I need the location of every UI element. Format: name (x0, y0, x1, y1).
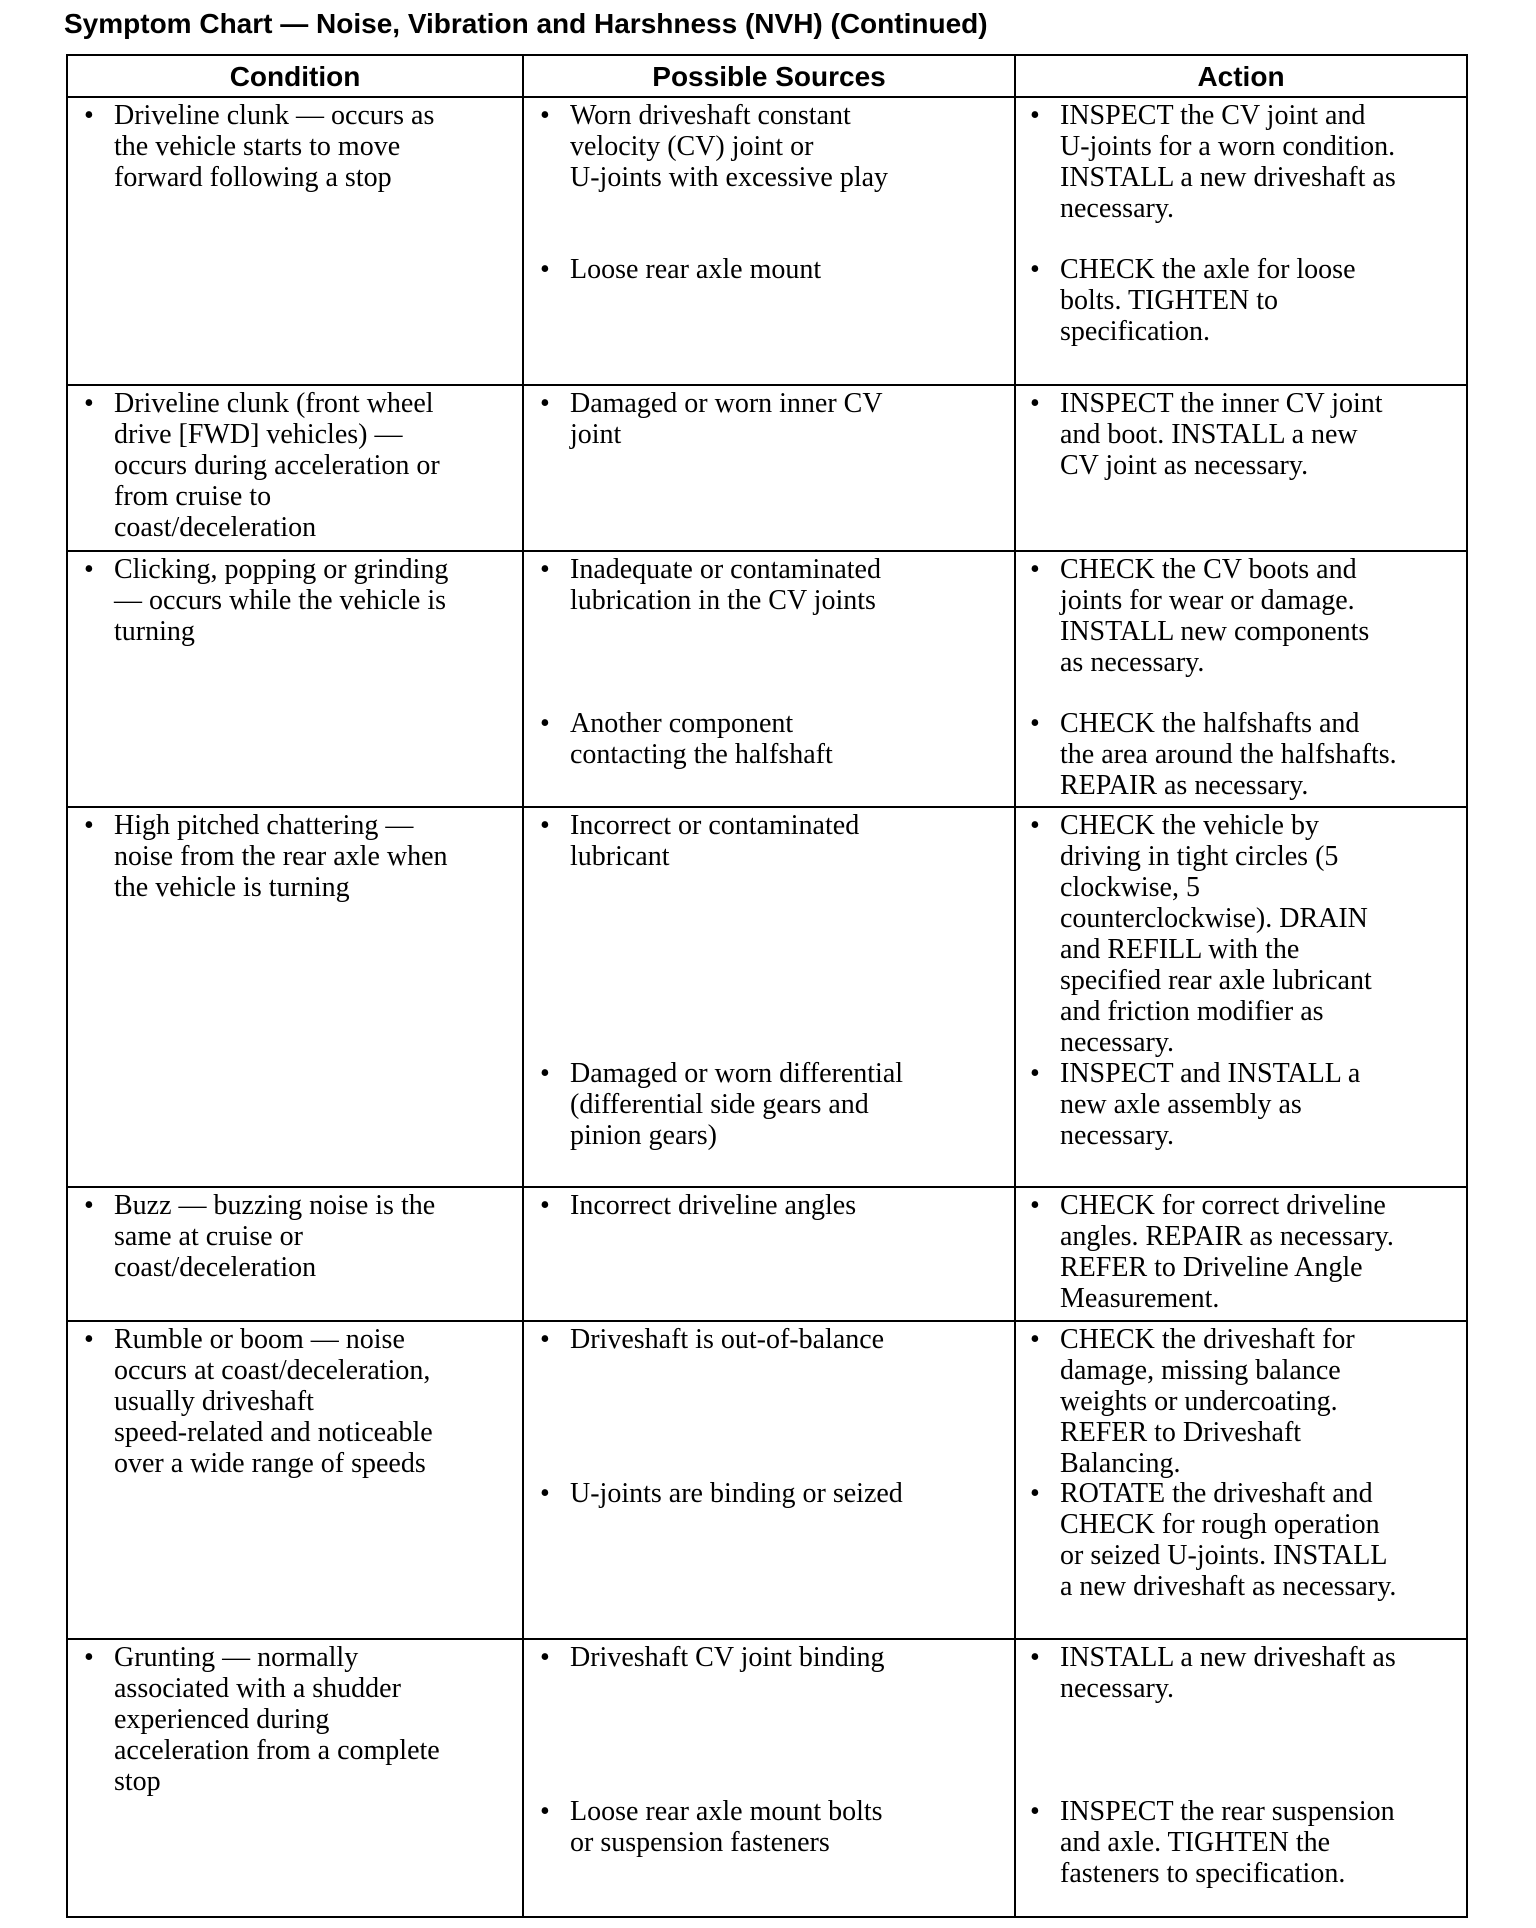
symptom-chart-table (66, 54, 1468, 1918)
bullet-icon: • (540, 1478, 550, 1509)
possible-source-cell-text: Driveshaft CV joint binding (570, 1642, 885, 1673)
bullet-icon: • (1030, 1796, 1040, 1827)
possible-source-cell-text: Incorrect or contaminated lubricant (570, 810, 860, 872)
bullet-icon: • (84, 1642, 94, 1673)
bullet-icon: • (84, 388, 94, 419)
action-cell (1020, 1190, 1466, 1314)
action-cell (1020, 1058, 1466, 1151)
action-cell-text: CHECK the halfshafts and the area around the halfshafts. REPAIR as necessary. (1060, 708, 1397, 801)
action-cell-text: INSTALL a new driveshaft as necessary. (1060, 1642, 1396, 1704)
condition-cell (74, 1642, 518, 1797)
bullet-icon: • (1030, 1642, 1040, 1673)
action-cell-text: CHECK the driveshaft for damage, missing balance weights or undercoating. REFER to Driveshaft Balancing. (1060, 1324, 1355, 1479)
possible-source-cell (530, 810, 1012, 872)
condition-cell-text: Clicking, popping or grinding — occurs while the vehicle is turning (114, 554, 449, 647)
bullet-icon: • (540, 1642, 550, 1673)
possible-source-cell-text: Incorrect driveline angles (570, 1190, 857, 1221)
bullet-icon: • (1030, 810, 1040, 841)
action-cell (1020, 1796, 1466, 1889)
action-cell (1020, 388, 1466, 481)
possible-source-cell-text: Damaged or worn inner CV joint (570, 388, 883, 450)
row-divider (68, 1638, 1466, 1640)
row-divider (68, 1186, 1466, 1188)
bullet-icon: • (84, 554, 94, 585)
row-divider (68, 384, 1466, 386)
action-cell-text: CHECK the CV boots and joints for wear or damage. INSTALL new components as necessary. (1060, 554, 1370, 678)
possible-source-cell-text: Worn driveshaft constant velocity (CV) joint or U-joints with excessive play (570, 100, 889, 193)
bullet-icon: • (540, 1324, 550, 1355)
action-cell (1020, 1478, 1466, 1602)
bullet-icon: • (1030, 1190, 1040, 1221)
bullet-icon: • (1030, 708, 1040, 739)
row-divider (68, 1320, 1466, 1322)
action-cell (1020, 1324, 1466, 1479)
possible-source-cell-text: Another component contacting the halfshaft (570, 708, 833, 770)
condition-cell-text: Driveline clunk (front wheel drive [FWD] vehicles) — occurs during acceleration or from cruise to coast/deceleration (114, 388, 440, 543)
bullet-icon: • (540, 100, 550, 131)
action-cell-text: CHECK the vehicle by driving in tight circles (5 clockwise, 5 counterclockwise). DRAIN and REFILL with the specified rear axle lubricant and friction modifier as necessary. (1060, 810, 1372, 1058)
header-possible-sources: Possible Sources (652, 61, 886, 92)
column-divider (1014, 56, 1016, 1916)
row-divider (68, 550, 1466, 552)
bullet-icon: • (1030, 1324, 1040, 1355)
bullet-icon: • (1030, 100, 1040, 131)
action-cell-text: INSPECT the inner CV joint and boot. INSTALL a new CV joint as necessary. (1060, 388, 1383, 481)
possible-source-cell-text: U-joints are binding or seized (570, 1478, 903, 1509)
condition-cell-text: High pitched chattering — noise from the rear axle when the vehicle is turning (114, 810, 448, 903)
action-cell (1020, 554, 1466, 678)
possible-source-cell (530, 1190, 1012, 1221)
condition-cell (74, 810, 518, 903)
possible-source-cell (530, 1324, 1012, 1355)
condition-cell-text: Buzz — buzzing noise is the same at cruise or coast/deceleration (114, 1190, 436, 1283)
possible-source-cell-text: Driveshaft is out-of-balance (570, 1324, 885, 1355)
condition-cell (74, 554, 518, 647)
bullet-icon: • (540, 554, 550, 585)
condition-cell-text: Driveline clunk — occurs as the vehicle starts to move forward following a stop (114, 100, 435, 193)
condition-cell (74, 1324, 518, 1479)
bullet-icon: • (540, 810, 550, 841)
action-cell-text: INSPECT the rear suspension and axle. TIGHTEN the fasteners to specification. (1060, 1796, 1395, 1889)
possible-source-cell (530, 1058, 1012, 1151)
bullet-icon: • (540, 708, 550, 739)
bullet-icon: • (540, 1190, 550, 1221)
bullet-icon: • (84, 1190, 94, 1221)
possible-source-cell (530, 1642, 1012, 1673)
header-condition: Condition (229, 61, 361, 92)
action-cell-text: INSPECT and INSTALL a new axle assembly as necessary. (1060, 1058, 1361, 1151)
bullet-icon: • (540, 388, 550, 419)
row-divider (68, 806, 1466, 808)
possible-source-cell (530, 254, 1012, 285)
bullet-icon: • (540, 254, 550, 285)
action-cell-text: CHECK the axle for loose bolts. TIGHTEN to specification. (1060, 254, 1356, 347)
bullet-icon: • (1030, 1058, 1040, 1089)
condition-cell-text: Rumble or boom — noise occurs at coast/deceleration, usually driveshaft speed-related and noticeable over a wide range of speeds (114, 1324, 433, 1479)
bullet-icon: • (84, 100, 94, 131)
possible-source-cell-text: Damaged or worn differential (differential side gears and pinion gears) (570, 1058, 904, 1151)
possible-source-cell (530, 388, 1012, 450)
bullet-icon: • (84, 810, 94, 841)
bullet-icon: • (540, 1058, 550, 1089)
possible-source-cell (530, 708, 1012, 770)
condition-cell (74, 1190, 518, 1283)
possible-source-cell (530, 100, 1012, 193)
action-cell (1020, 708, 1466, 801)
condition-cell (74, 100, 518, 193)
possible-source-cell (530, 1478, 1012, 1509)
possible-source-cell (530, 1796, 1012, 1858)
action-cell (1020, 1642, 1466, 1704)
action-cell-text: CHECK for correct driveline angles. REPAIR as necessary. REFER to Driveline Angle Measurement. (1060, 1190, 1394, 1314)
column-divider (522, 56, 524, 1916)
bullet-icon: • (1030, 254, 1040, 285)
bullet-icon: • (540, 1796, 550, 1827)
bullet-icon: • (1030, 388, 1040, 419)
condition-cell-text: Grunting — normally associated with a shudder experienced during acceleration from a complete stop (114, 1642, 440, 1797)
possible-source-cell-text: Loose rear axle mount bolts or suspension fasteners (570, 1796, 883, 1858)
header-action: Action (1197, 61, 1285, 92)
bullet-icon: • (1030, 1478, 1040, 1509)
action-cell-text: INSPECT the CV joint and U-joints for a worn condition. INSTALL a new driveshaft as necessary. (1060, 100, 1396, 224)
action-cell-text: ROTATE the driveshaft and CHECK for rough operation or seized U-joints. INSTALL a new driveshaft as necessary. (1060, 1478, 1397, 1602)
possible-source-cell-text: Loose rear axle mount (570, 254, 822, 285)
action-cell (1020, 100, 1466, 224)
bullet-icon: • (84, 1324, 94, 1355)
possible-source-cell (530, 554, 1012, 616)
condition-cell (74, 388, 518, 543)
action-cell (1020, 810, 1466, 1058)
page-title: Symptom Chart — Noise, Vibration and Harshness (NVH) (Continued) (64, 8, 988, 39)
possible-source-cell-text: Inadequate or contaminated lubrication in the CV joints (570, 554, 881, 616)
bullet-icon: • (1030, 554, 1040, 585)
action-cell (1020, 254, 1466, 347)
